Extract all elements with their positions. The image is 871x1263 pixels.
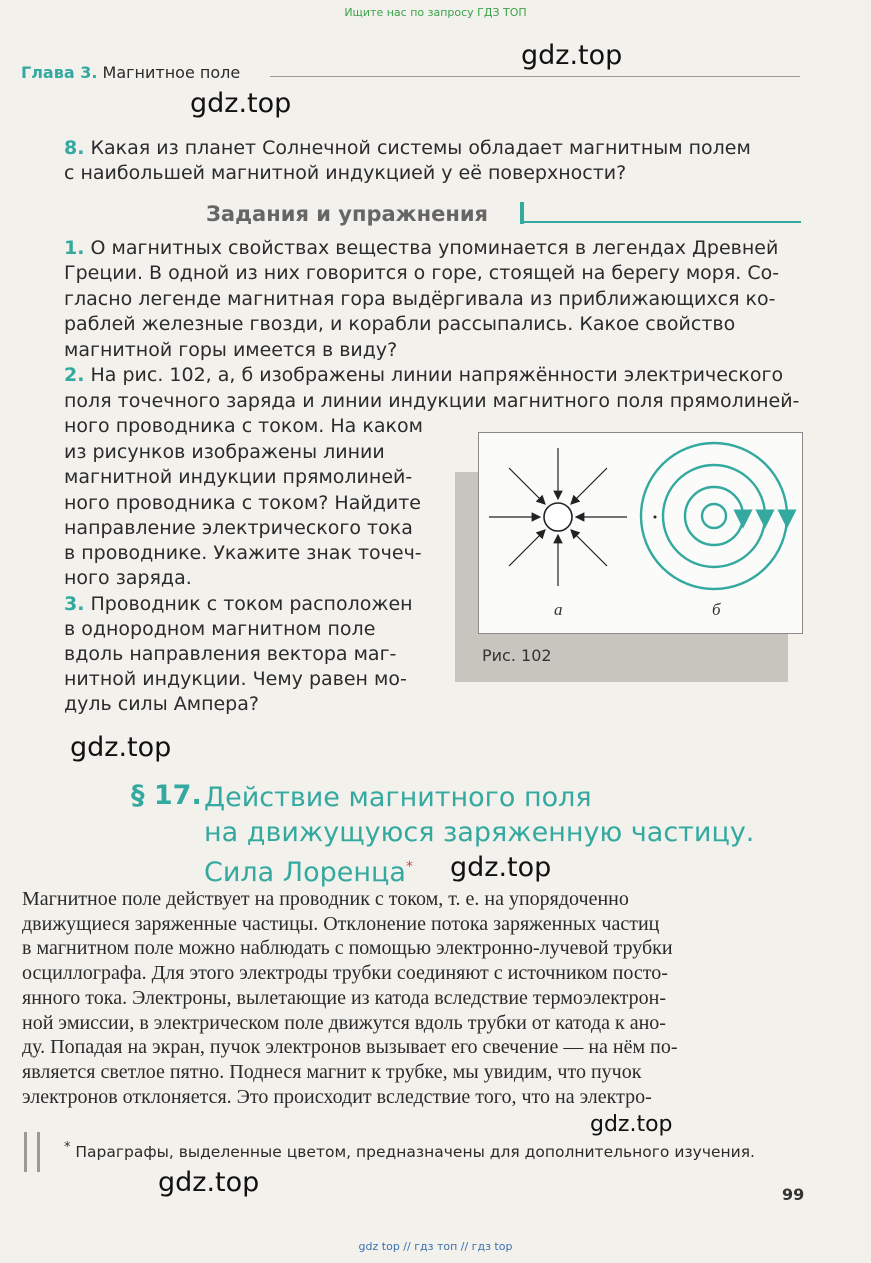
watermark: gdz.top bbox=[521, 40, 623, 71]
task-text-line: магнитной горы имеется в виду? bbox=[64, 339, 398, 361]
task-text-line: направление электрического тока bbox=[64, 517, 413, 539]
page-number: 99 bbox=[782, 1185, 805, 1204]
body-line: Магнитное поле действует на проводник с током, т. е. на упорядоченно bbox=[22, 888, 629, 910]
body-line: электронов отклоняется. Это происходит вследствие того, что на электро- bbox=[22, 1085, 652, 1108]
task-text-line: вдоль направления вектора маг- bbox=[64, 643, 397, 665]
task-text-line: из рисунков изображены линии bbox=[64, 441, 385, 463]
task-3 bbox=[64, 592, 413, 618]
question-number: 8. bbox=[64, 137, 85, 159]
body-paragraph bbox=[22, 887, 812, 1109]
body-line: янного тока. Электроны, вылетающие из катода вследствие термоэлектрон- bbox=[22, 986, 667, 1009]
task-text-line: поля точечного заряда и линии индукции магнитного поля прямолиней- bbox=[64, 390, 800, 412]
watermark: gdz.top bbox=[450, 852, 552, 883]
watermark: gdz.top bbox=[190, 88, 292, 119]
task-text-line: На рис. 102, а, б изображены линии напряжённости электрического bbox=[90, 364, 784, 386]
figure-caption: Рис. 102 bbox=[482, 646, 552, 665]
figure-drawing bbox=[479, 433, 802, 633]
section-title-line: на движущуюся заряженную частицу. bbox=[204, 817, 755, 848]
footnote-bars bbox=[24, 1132, 40, 1172]
task-2 bbox=[64, 363, 783, 389]
section-number: § 17. bbox=[131, 780, 202, 811]
figure-label-a: а bbox=[554, 600, 563, 619]
tasks-heading-rule bbox=[524, 221, 801, 223]
task-text-line: в проводнике. Укажите знак точеч- bbox=[64, 542, 422, 564]
task-text-line: Проводник с током расположен bbox=[90, 593, 413, 615]
footnote bbox=[64, 1140, 755, 1161]
watermark: gdz.top bbox=[590, 1112, 673, 1137]
chapter-rule bbox=[270, 76, 800, 77]
task-text-line: магнитной индукции прямолиней- bbox=[64, 466, 413, 488]
task-text-line: дуль силы Ампера? bbox=[64, 693, 259, 715]
task-text-line: гласно легенде магнитная гора выдёргивала из приближающихся ко- bbox=[64, 288, 776, 310]
body-line: ду. Попадая на экран, пучок электронов вызывает его свечение — на нём по- bbox=[22, 1036, 678, 1059]
task-text-line: раблей железные гвозди, и корабли рассыпались. Какое свойство bbox=[64, 313, 736, 335]
section-title-line: Сила Лоренца bbox=[204, 857, 406, 888]
task-text-line: ного заряда. bbox=[64, 567, 192, 589]
task-number: 2. bbox=[64, 364, 85, 386]
body-line: в магнитном поле можно наблюдать с помощью электронно-лучевой трубки bbox=[22, 937, 673, 960]
task-text-line: в однородном магнитном поле bbox=[64, 618, 376, 640]
chapter-header bbox=[21, 63, 240, 82]
task-number: 1. bbox=[64, 237, 85, 259]
task-text-line: ного проводника с током. На каком bbox=[64, 415, 423, 437]
conductor-dot bbox=[654, 516, 657, 519]
section-title-line: Действие магнитного поля bbox=[204, 782, 592, 813]
figure-102 bbox=[478, 432, 803, 634]
watermark: gdz.top bbox=[158, 1167, 260, 1198]
footnote-text: Параграфы, выделенные цветом, предназначены для дополнительного изучения. bbox=[75, 1143, 755, 1162]
question-8 bbox=[64, 136, 751, 162]
task-text-line: Греции. В одной из них говорится о горе, стоящей на берегу моря. Со- bbox=[64, 262, 780, 284]
watermark: gdz.top bbox=[70, 732, 172, 763]
question-text-line: с наибольшей магнитной индукцией у её поверхности? bbox=[64, 162, 627, 184]
footnote-mark: * bbox=[405, 859, 413, 875]
task-number: 3. bbox=[64, 593, 85, 615]
magnetic-field-lines bbox=[641, 443, 787, 589]
task-text-line: ного проводника с током? Найдите bbox=[64, 492, 421, 514]
body-line: движущиеся заряженные частицы. Отклонение потока заряженных частиц bbox=[22, 912, 660, 935]
body-line: ной эмиссии, в электрическом поле движутся вдоль трубки от катода к ано- bbox=[22, 1011, 666, 1034]
footnote-mark: * bbox=[64, 1140, 71, 1155]
chapter-number: Глава 3. bbox=[21, 63, 98, 82]
bottom-banner: gdz top // гдз топ // гдз top bbox=[358, 1240, 513, 1253]
task-1 bbox=[64, 236, 778, 262]
chapter-title: Магнитное поле bbox=[102, 63, 241, 82]
body-line: осциллографа. Для этого электроды трубки соединяют с источником посто- bbox=[22, 962, 668, 985]
task-text-line: нитной индукции. Чему равен мо- bbox=[64, 668, 407, 690]
question-text-line: Какая из планет Солнечной системы обладает магнитным полем bbox=[90, 137, 751, 159]
top-banner: Ищите нас по запросу ГДЗ ТОП bbox=[344, 6, 527, 19]
task-text-line: О магнитных свойствах вещества упоминается в легендах Древней bbox=[90, 237, 779, 259]
point-charge bbox=[544, 503, 572, 531]
body-line: является светлое пятно. Поднеся магнит к трубке, мы увидим, что пучок bbox=[22, 1060, 642, 1083]
figure-label-b: б bbox=[712, 600, 721, 619]
tasks-heading: Задания и упражнения bbox=[206, 202, 489, 226]
